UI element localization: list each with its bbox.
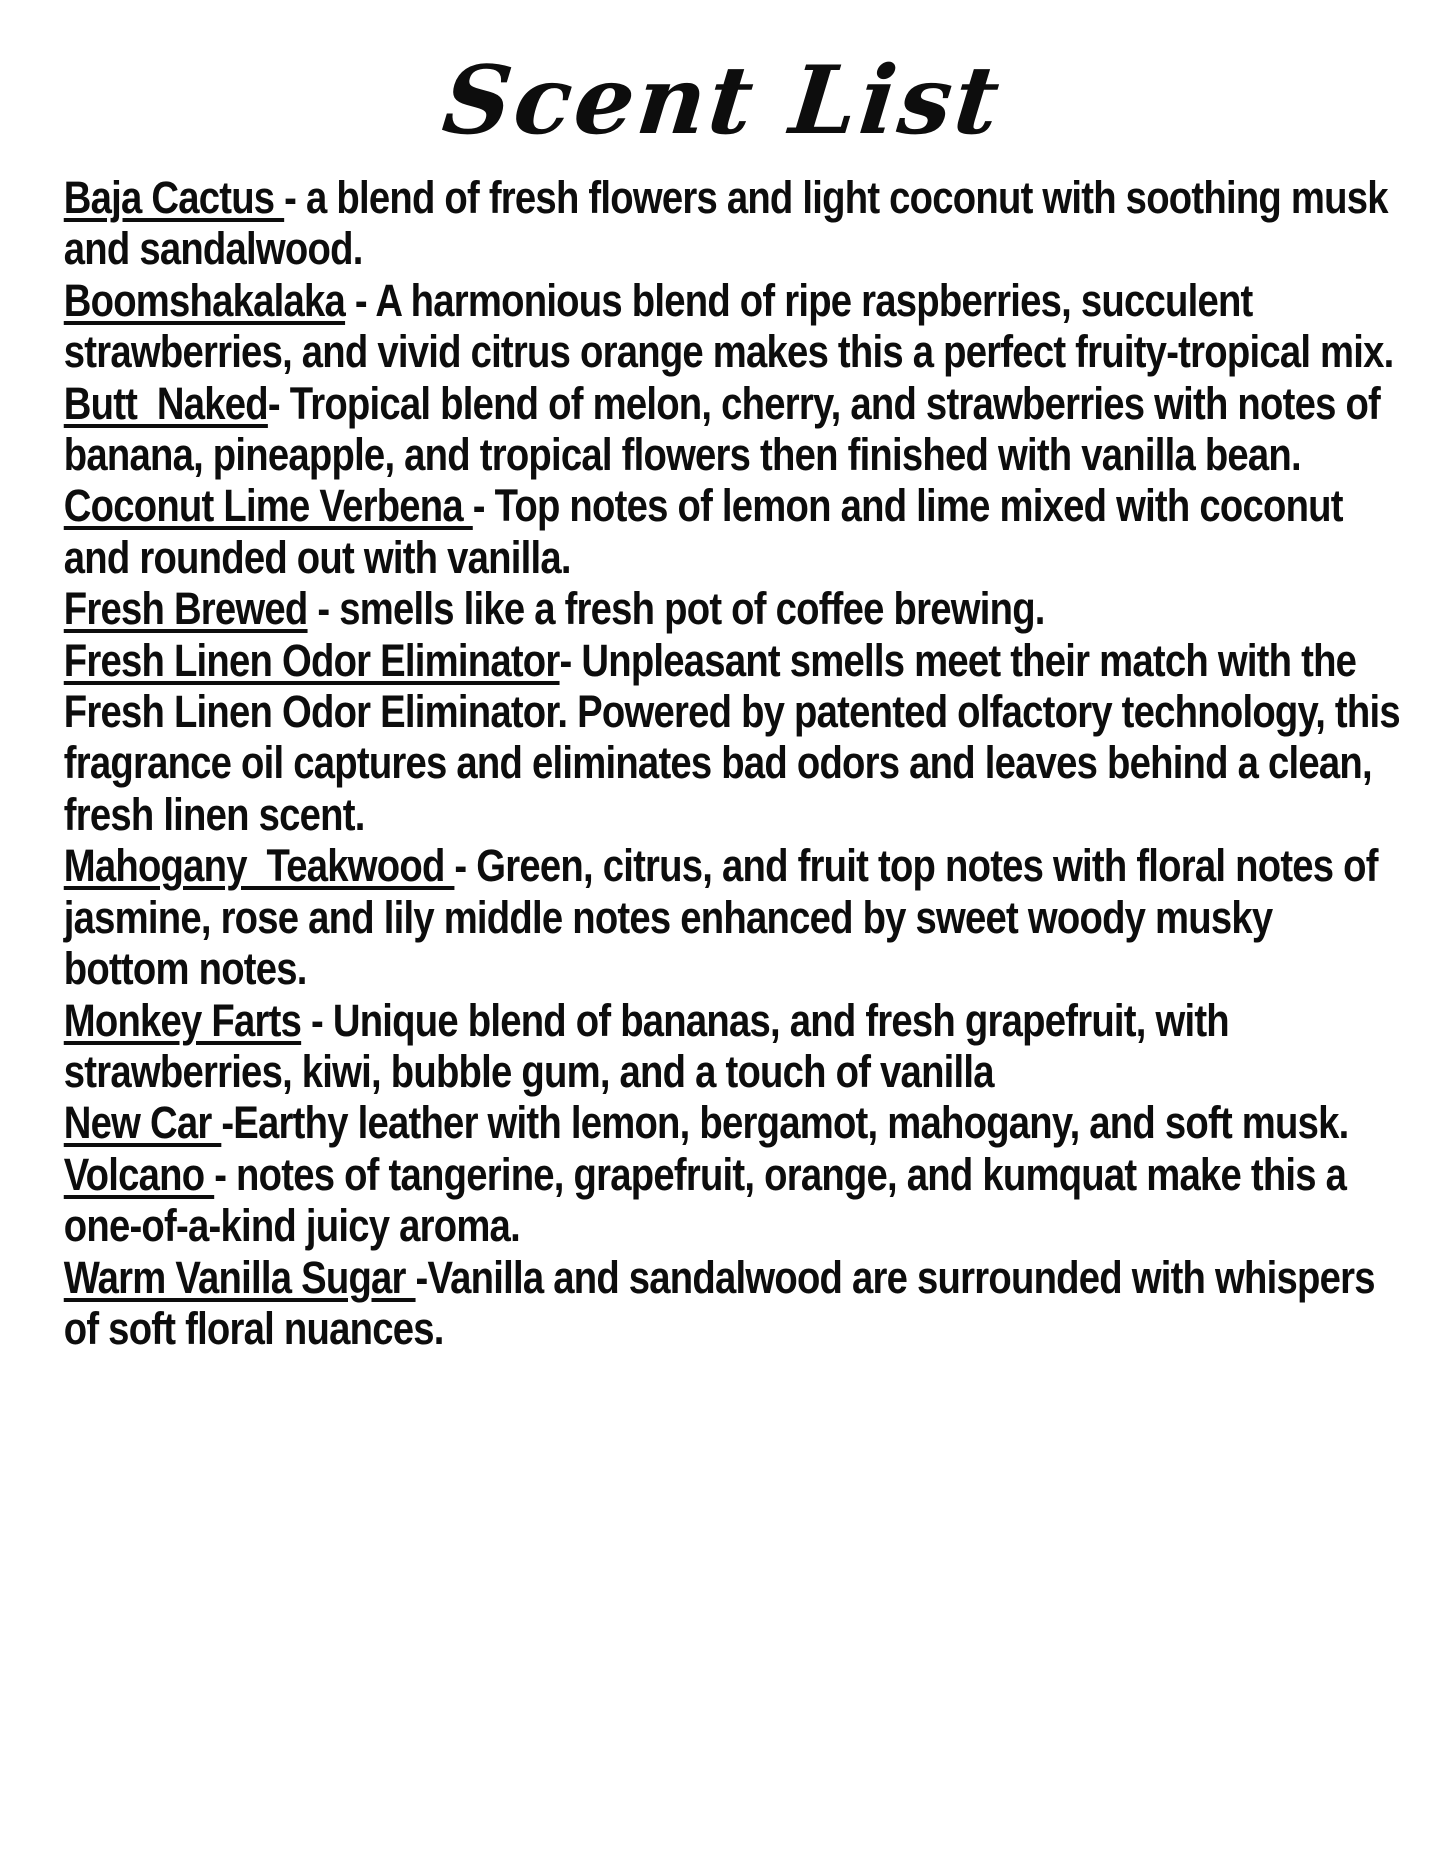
scent-list bbox=[0, 172, 1445, 1354]
scent-name: Volcano bbox=[63, 1148, 215, 1200]
scent-entry bbox=[64, 1252, 1407, 1355]
scent-description: -Vanilla and sandalwood are surrounded with whispers of soft floral nuances. bbox=[63, 1251, 1385, 1354]
scent-name: Boomshakalaka bbox=[63, 274, 346, 326]
scent-description: - Top notes of lemon and lime mixed with coconut and rounded out with vanilla. bbox=[63, 480, 1353, 583]
scent-entry bbox=[64, 995, 1407, 1098]
scent-entry bbox=[64, 840, 1407, 994]
scent-entry bbox=[64, 275, 1407, 378]
scent-name: Mahogany Teakwood bbox=[63, 840, 455, 892]
scent-entry bbox=[64, 172, 1407, 275]
scent-name: Coconut Lime Verbena bbox=[63, 480, 473, 532]
scent-description: - A harmonious blend of ripe raspberries, succulent strawberries, and vivid citrus orange makes this a perfect fruity-tropical mix. bbox=[63, 274, 1394, 378]
scent-entry bbox=[64, 1097, 1407, 1148]
scent-name: Monkey Farts bbox=[63, 994, 302, 1046]
scent-name: Warm Vanilla Sugar bbox=[63, 1251, 416, 1303]
scent-entry bbox=[64, 583, 1407, 634]
page-title: Scent List bbox=[437, 46, 1008, 156]
scent-entry bbox=[64, 480, 1407, 583]
scent-entry bbox=[64, 378, 1407, 481]
scent-name: Butt Naked bbox=[63, 377, 268, 429]
scent-description: - Unique blend of bananas, and fresh grapefruit, with strawberries, kiwi, bubble gum, and a touch of vanilla bbox=[63, 994, 1239, 1097]
scent-entry bbox=[63, 634, 1410, 841]
scent-name: Baja Cactus bbox=[63, 172, 285, 223]
scent-description: - Unpleasant smells meet their match with the Fresh Linen Odor Eliminator. Powered by patented olfactory technology, this fragrance oil captures and eliminates bad odors and leaves behind a clean, fresh linen scent. bbox=[63, 634, 1410, 840]
scent-description: -Earthy leather with lemon, bergamot, mahogany, and soft musk. bbox=[221, 1097, 1349, 1149]
scent-description: - smells like a fresh pot of coffee brewing. bbox=[307, 583, 1045, 635]
scent-description: - notes of tangerine, grapefruit, orange, and kumquat make this a one-of-a-kind juicy aroma. bbox=[63, 1148, 1357, 1252]
scent-description: - Tropical blend of melon, cherry, and strawberries with notes of banana, pineapple, and tropical flowers then finished with vanilla bean. bbox=[63, 377, 1390, 481]
scent-name: Fresh Brewed bbox=[63, 583, 308, 635]
scent-entry bbox=[64, 1149, 1407, 1252]
scent-description: - a blend of fresh flowers and light coconut with soothing musk and sandalwood. bbox=[63, 172, 1398, 275]
scent-name: Fresh Linen Odor Eliminator bbox=[63, 634, 560, 686]
scent-name: New Car bbox=[63, 1097, 222, 1149]
scent-description: - Green, citrus, and fruit top notes with floral notes of jasmine, rose and lily middle notes enhanced by sweet woody musky bottom notes. bbox=[63, 840, 1388, 995]
